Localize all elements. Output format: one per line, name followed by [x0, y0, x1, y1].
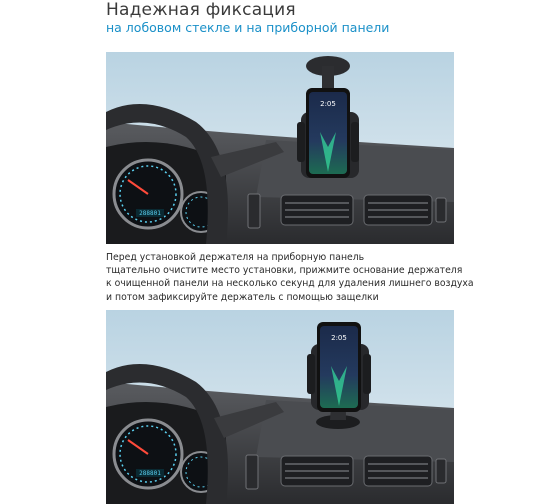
- page-title: Надежная фиксация: [106, 0, 296, 20]
- caption-line: к очищенной панели на несколько секунд для удаления лишнего воздуха: [106, 278, 474, 290]
- windshield-mount-photo: [106, 52, 454, 244]
- instruction-caption: [106, 251, 474, 304]
- odometer-readout: 288801: [139, 210, 161, 217]
- dashboard-mount-photo: [106, 310, 454, 504]
- odometer-readout: 288801: [139, 470, 161, 477]
- caption-line: тщательно очистите место установки, прижмите основание держателя: [106, 265, 463, 277]
- phone-clock: 2:05: [320, 100, 336, 108]
- page-subtitle: на лобовом стекле и на приборной панели: [106, 20, 390, 35]
- phone-clock: 2:05: [331, 334, 347, 342]
- caption-line: и потом зафиксируйте держатель с помощью защелки: [106, 291, 379, 303]
- caption-line: Перед установкой держателя на приборную панель: [106, 252, 365, 263]
